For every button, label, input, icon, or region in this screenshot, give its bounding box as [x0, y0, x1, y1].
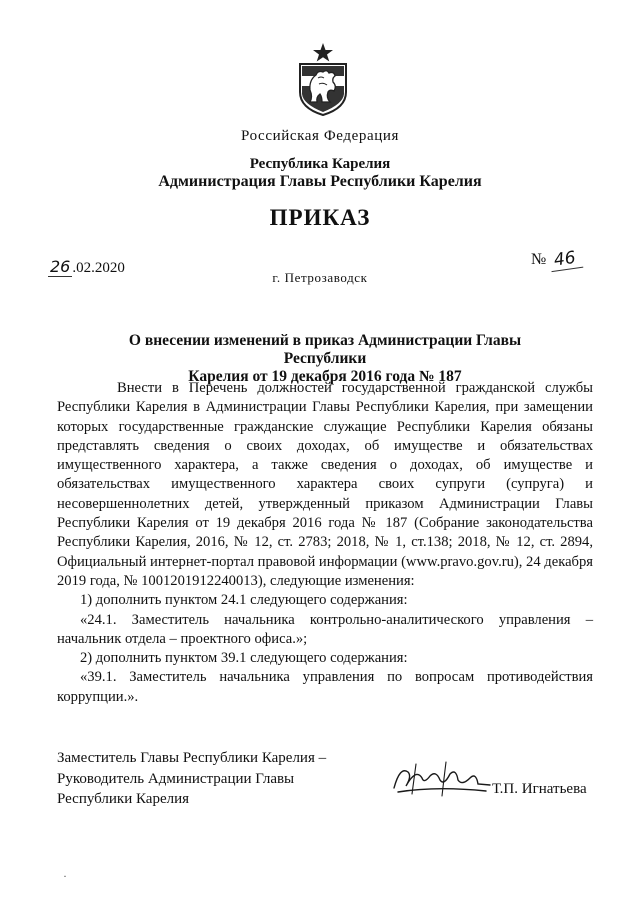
- body-item-2-text: «39.1. Заместитель начальника управления по вопросам противодействия коррупции.».: [57, 669, 593, 705]
- country-name: Российская Федерация: [241, 128, 399, 144]
- signatory-line-3: Республики Карелия: [57, 791, 190, 807]
- scan-mark: ·: [63, 869, 67, 883]
- document-type-title: ПРИКАЗ: [269, 205, 371, 230]
- order-subject: [95, 332, 555, 386]
- signatory-position: [57, 748, 326, 810]
- signatory-line-2: Руководитель Администрации Главы: [57, 770, 295, 787]
- body-item-1-text: «24.1. Заместитель начальника контрольно-аналитического управления – начальник отдела – проектного офиса.»;: [57, 611, 593, 647]
- coat-of-arms-emblem: [296, 42, 350, 116]
- subject-line-2: Карелия от 19 декабря 2016 года № 187: [188, 368, 462, 385]
- administration-name: Администрация Главы Республики Карелия: [158, 173, 482, 190]
- body-item-2: 2) дополнить пунктом 39.1 следующего содержания:: [80, 650, 408, 667]
- document-number: [531, 249, 582, 270]
- republic-name: Республика Карелия: [249, 156, 391, 172]
- date-printed-part: .02.2020: [72, 260, 125, 276]
- handwritten-signature: [386, 758, 506, 802]
- subject-line-1: О внесении изменений в приказ Администрации Главы Республики: [128, 332, 522, 367]
- number-handwritten: 46: [549, 247, 583, 272]
- date-handwritten-day: 26: [50, 257, 71, 276]
- city-name: г. Петрозаводск: [272, 270, 368, 285]
- order-body: [57, 379, 593, 707]
- signatory-name: Т.П. Игнатьева: [492, 781, 587, 797]
- body-item-1: 1) дополнить пунктом 24.1 следующего содержания:: [80, 592, 408, 609]
- signatory-line-1: Заместитель Главы Республики Карелия –: [57, 750, 327, 766]
- body-intro-paragraph: Внести в Перечень должностей государственной гражданской службы Республики Карелия в Администрации Главы Республики Карелия, при замещении которых государственные гражданские служащие Республики Карелия обязаны представлять сведения о своих доходах, об имуществе и обязательствах имущественного характера, а также сведения о доходах, об имуществе и обязательствах имущественного характера своих супруги (супруга) и несовершеннолетних детей, утвержденный приказом Администрации Главы Республики Карелия от 19 декабря 2016 года № 187 (Собрание законодательства Республики Карелия, 2016, № 12, ст. 2783; 2018, № 1, ст.138; 2018, № 12, ст. 2894, Официальный интернет-портал правовой информации (www.pravo.gov.ru), 24 декабря 2019 года, № 1001201912240013), следующие изменения:: [57, 380, 593, 589]
- number-sign: №: [531, 251, 547, 268]
